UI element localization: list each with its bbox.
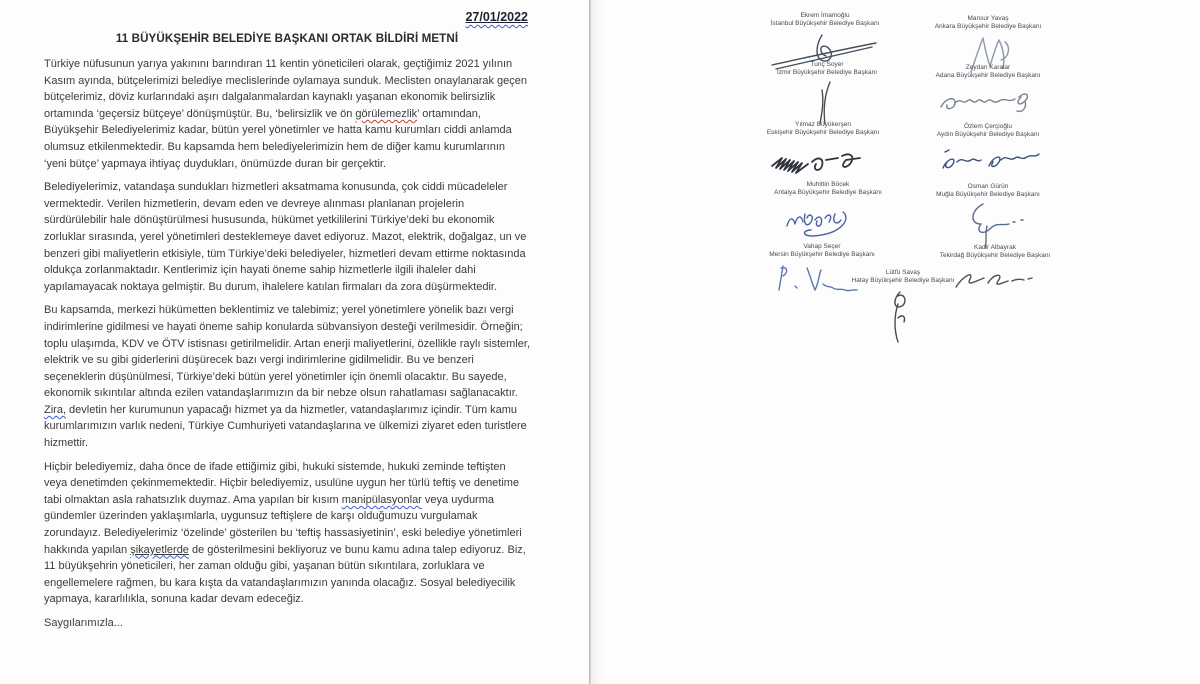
paragraph-2: Belediyelerimiz, vatandaşa sundukları hizmetleri aksatmama konusunda, çok ciddi mücadeleler vermektedir. Verilen hizmetlerin, devam eden ve devreye alınması planlanan projelerin sürdürülebilir hale dönüştürülmesi hususunda, hükümet yetkililerini Türkiye’deki bu ekonomik zorluklar sırasında, yerel yönetimleri desteklemeye davet ediyoruz. Mazot, elektrik, doğalgaz, un ve benzeri gibi maliyetlerin etkisiyle, tüm Türkiye’deki belediyeler, hizmetleri devam ettirme noktasında oldukça zorlanmaktadır. Kentlerimiz için hayati öneme sahip hizmetlerle ilgili ihaleler dahi yapılamayacak noktaya gelmiştir. Bu durum, ihalelere katılan firmaları da zora düşürmektedir. (44, 181, 527, 293)
signer-title: Adana Büyükşehir Belediye Başkanı (935, 72, 1041, 79)
signer-name: Yılmaz Büyükerşen (795, 121, 851, 128)
handwritten-signature-icon (768, 138, 878, 178)
handwritten-signature-icon (933, 200, 1043, 250)
signer-name: Tunç Soyer (810, 61, 844, 68)
signer-name: Lütfü Savaş (885, 269, 921, 276)
signer-name: Ekrem İmamoğlu (800, 12, 850, 19)
statement-text-column (44, 8, 530, 632)
underlined-grammar-marked-word: şikayetlerde (130, 543, 189, 556)
signature-block-mugla (903, 183, 1073, 250)
date-line (44, 8, 530, 26)
signer-title: Muğla Büyükşehir Belediye Başkanı (936, 191, 1040, 198)
signature-block-adana (903, 64, 1073, 125)
document-body (44, 56, 530, 608)
signer-name: Zeydan Karalar (965, 64, 1011, 71)
statement-page (0, 0, 589, 684)
signature-block-aydin (903, 123, 1073, 180)
signer-title: Hatay Büyükşehir Belediye Başkanı (851, 277, 955, 284)
document-date: 27/01/2022 (465, 10, 528, 24)
handwritten-signature-icon (848, 286, 958, 344)
signer-name: Vahap Seçer (803, 243, 841, 250)
signature-block-antalya (743, 181, 913, 242)
signer-title: Mersin Büyükşehir Belediye Başkanı (769, 251, 875, 258)
signature-block-izmir (742, 61, 912, 128)
paragraph-4: Hiçbir belediyemiz, daha önce de ifade ettiğimiz gibi, hukuki sistemde, hukuki zeminde teftişten veya denetimden çekinmemektedir. Hiçbir belediyemiz, usulüne uygun her türlü teftiş ve denetime tabi olmaktan asla rahatsızlık duymaz. Ama yapılan bir kısım manipülasyonlar veya uydurma gündemler üzerinden yaklaşımlarla, uygunsuz teftişlere de karşı olduğumuzu vurgulamak zorundayız. Belediyelerimiz ‘özelinde’ gösterilen bu ‘teftiş hassasiyetinin’, eski belediye yönetimleri hakkında yapılan şikayetlerde de gösterilmesini bekliyoruz ve bunu kamu adına talep ediyoruz. Biz, 11 büyükşehrin yöneticileri, her zaman olduğu gibi, yaşanan bütün sıkıntılara, zorluklara ve engellemelere rağmen, bu kara kışta da vatandaşlarımızın yanında olacağız. Sosyal belediyecilik yapmaya, kararlılıkla, sonuna kadar devam edeceğiz. (44, 460, 526, 606)
handwritten-signature-icon (933, 81, 1043, 125)
document-title: 11 BÜYÜKŞEHİR BELEDİYE BAŞKANI ORTAK BİLDİRİ METNİ (115, 32, 459, 45)
signer-title: Antalya Büyükşehir Belediye Başkanı (774, 189, 882, 196)
grammar-marked-word: Zira, (44, 403, 66, 416)
signer-title: Tekirdağ Büyükşehir Belediye Başkanı (939, 252, 1051, 259)
signer-title: Eskişehir Büyükşehir Belediye Başkanı (766, 129, 880, 136)
signer-name: Muhittin Böcek (806, 181, 850, 188)
signer-name: Özlem Çerçioğlu (963, 123, 1013, 130)
signature-block-hatay (818, 269, 988, 344)
spellcheck-marked-word: görülemezlik (355, 107, 418, 120)
paragraph-3: Bu kapsamda, merkezi hükümetten beklentimiz ve talebimiz; yerel yönetimlere yönelik bazı vergi indirimlerine gidilmesi ve hayati öneme sahip konularda sübvansiyon desteği verilmesidir. Örneğin; toplu ulaşımda, KDV ve ÖTV istisnası getirilmelidir. Artan enerji maliyetlerini, özellikle raylı sistemler, elektrik ve su gibi giderlerini düşürecek bazı vergi indirimlerine gidilmelidir. Bu ve benzeri seçeneklerin düşünülmesi, Türkiye’deki bütün yerel yönetimler için önemli olacaktır. Bu sayede, ekonomik sıkıntılar altında ezilen vatandaşlarımızın da bir nebze olsun rahatlaması sağlanacaktır. Zira, devletin her kurumunun yapacağı hizmet ya da hizmetler, vatandaşlarımız içindir. Tüm kamu kurumlarımızın varlık nedeni, Türkiye Cumhuriyeti vatandaşlarına ve ülkemizi ziyaret eden turistlere hizmettir. (44, 304, 531, 450)
closing-salutation: Saygılarımızla... (44, 617, 123, 629)
page-divider (589, 0, 605, 684)
handwritten-signature-icon (933, 140, 1043, 180)
signer-name: Osman Gürün (967, 183, 1009, 190)
handwritten-signature-icon (773, 198, 883, 242)
grammar-marked-word: manipülasyonlar (341, 493, 422, 506)
signer-name: Kadir Albayrak (974, 244, 1016, 251)
signatures-page (605, 0, 1200, 684)
signature-block-eskisehir (738, 121, 908, 178)
signer-title: Aydın Büyükşehir Belediye Başkanı (936, 131, 1040, 138)
signer-title: İstanbul Büyükşehir Belediye Başkanı (770, 20, 880, 27)
signer-name: Mansur Yavaş (967, 15, 1009, 22)
paragraph-1: Türkiye nüfusunun yarıya yakınını barındıran 11 kentin yöneticileri olarak, geçtiğimiz 2021 yılının Kasım ayında, bütçelerimizi belediye meclislerinde oylamaya sunduk. Meclisten onaylanarak geçen bütçelerimiz, döviz kurlarındaki aşırı dalgalanmalardan kaynaklı yaşanan ekonomik belirsizlik ortamında ‘geçersiz bütçeye’ dönüşmüştür. Bu, ‘belirsizlik ve ön görülemezlik’ ortamından, Büyükşehir Belediyelerimiz kadar, bütün yerel yönetimler ve hatta kamu kurumları ciddi anlamda olumsuz etkilenmektedir. Bu kapsamda hem belediyelerimizin hem de diğer kamu kurumlarının ‘yeni bütçe’ yapmaya ihtiyaç duydukları, önümüzde duran bir gerçektir. (44, 58, 528, 170)
signer-title: Ankara Büyükşehir Belediye Başkanı (934, 23, 1042, 30)
signer-title: İzmir Büyükşehir Belediye Başkanı (776, 69, 878, 76)
